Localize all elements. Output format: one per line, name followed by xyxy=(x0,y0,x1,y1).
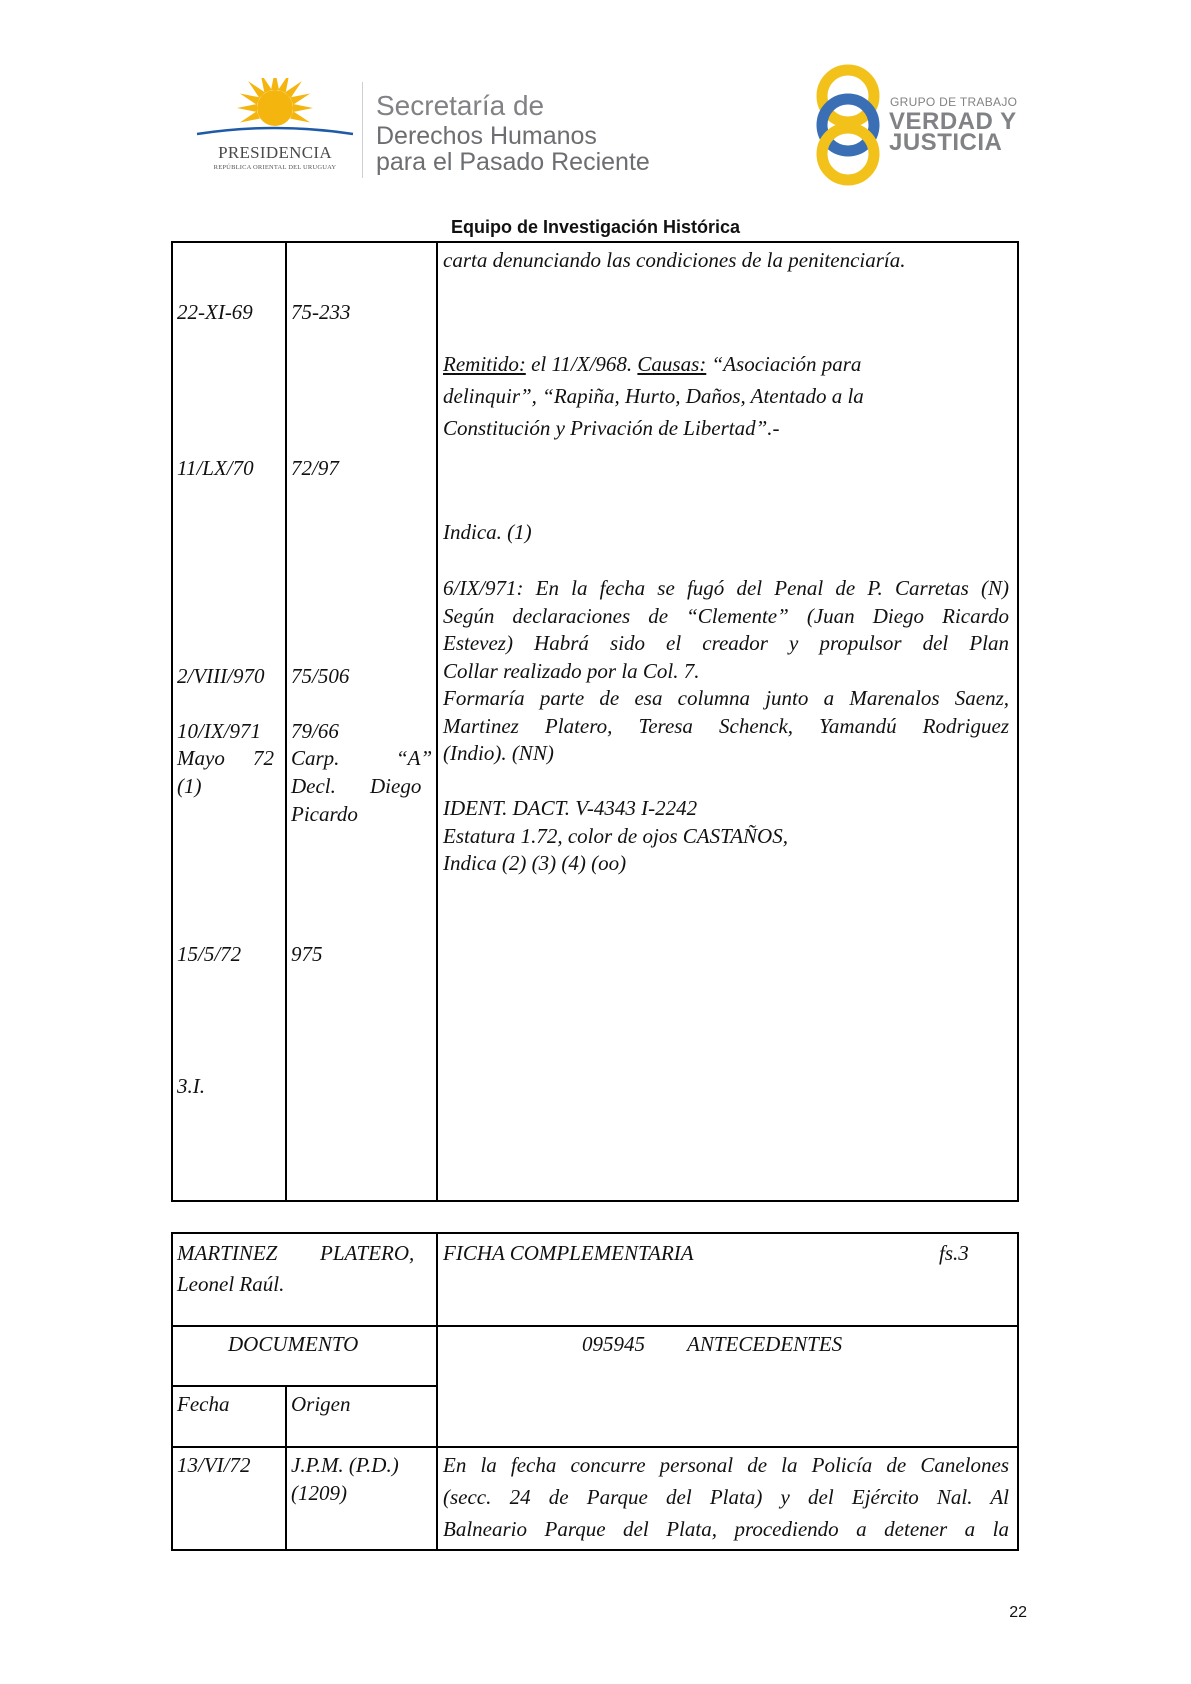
table2-top-border xyxy=(171,1232,1019,1234)
remitido-text: el 11/X/968. xyxy=(525,352,638,376)
description-line: Balneario Parque del Plata, procediendo a detener a la xyxy=(443,1517,1009,1541)
fecha-cell: 2/VIII/970 xyxy=(177,664,265,688)
description-line: Martinez Platero, Teresa Schenck, Yamandú Rodriguez xyxy=(443,714,1009,738)
document-number: 095945 xyxy=(582,1332,645,1356)
verdad-label: VERDAD Y xyxy=(889,108,1017,135)
table2-row-divider xyxy=(171,1325,1019,1327)
subject-given-name: Leonel Raúl. xyxy=(177,1272,285,1296)
secretaria-line-2: Derechos Humanos xyxy=(376,122,597,150)
table2-row-divider xyxy=(171,1385,437,1387)
description-line: (Indio). (NN) xyxy=(443,741,554,765)
presidencia-sun-logo xyxy=(195,78,355,188)
table2-col-divider xyxy=(436,1232,438,1550)
table2-right-border xyxy=(1017,1232,1019,1550)
header-divider xyxy=(362,82,363,178)
description-line: Constitución y Privación de Libertad”.- xyxy=(443,416,780,440)
table1-bottom-border xyxy=(171,1200,1019,1202)
origen-header: Origen xyxy=(291,1392,351,1416)
fecha-cell-part: 72 xyxy=(253,746,274,770)
folio-number: fs.3 xyxy=(939,1241,969,1265)
table1-top-border xyxy=(171,241,1019,243)
description-line: Según declaraciones de “Clemente” (Juan Diego Ricardo xyxy=(443,604,1009,628)
antecedentes-header: ANTECEDENTES xyxy=(687,1332,843,1356)
subject-surname: MARTINEZ xyxy=(177,1241,278,1265)
justicia-label: JUSTICIA xyxy=(889,129,1003,156)
description-line: Collar realizado por la Col. 7. xyxy=(443,659,700,683)
subject-surname-2: PLATERO, xyxy=(320,1241,415,1265)
table2-fecha-divider xyxy=(285,1385,287,1550)
team-heading: Equipo de Investigación Histórica xyxy=(450,217,741,237)
fecha-cell: 15/5/72 xyxy=(177,942,242,966)
description-line xyxy=(443,351,861,378)
origen-cell: 975 xyxy=(291,942,323,966)
description-line: carta denunciando las condiciones de la penitenciaría. xyxy=(443,248,906,272)
origen-cell: Picardo xyxy=(291,802,358,826)
description-line: IDENT. DACT. V-4343 I-2242 xyxy=(443,796,698,820)
origen-cell: 75-233 xyxy=(291,300,351,324)
fecha-cell: 10/IX/971 xyxy=(177,719,261,743)
origen-cell: 79/66 xyxy=(291,719,339,743)
origen-cell-part: Carp. xyxy=(291,746,340,770)
origen-cell: (1209) xyxy=(291,1481,347,1505)
origen-cell: J.P.M. (P.D.) xyxy=(291,1453,399,1477)
causas-text: “Asociación para xyxy=(706,352,862,376)
table2-row-divider xyxy=(171,1446,1019,1448)
origen-cell: 72/97 xyxy=(291,456,339,480)
description-line: Formaría parte de esa columna junto a Marenalos Saenz, xyxy=(443,686,1009,710)
presidencia-subtitle: REPÚBLICA ORIENTAL DEL URUGUAY xyxy=(213,164,337,171)
secretaria-line-1: Secretaría de xyxy=(376,90,545,121)
grupo-label: GRUPO DE TRABAJO xyxy=(890,95,1018,109)
description-line: Indica. (1) xyxy=(443,520,532,544)
table2-left-border xyxy=(171,1232,173,1550)
origen-cell-part: Diego xyxy=(370,774,422,798)
description-line: 6/IX/971: En la fecha se fugó del Penal de P. Carretas (N) xyxy=(443,576,1009,600)
origen-cell-part: “A” xyxy=(396,746,433,770)
secretaria-line-3: para el Pasado Reciente xyxy=(376,148,650,176)
fecha-cell: 13/VI/72 xyxy=(177,1453,251,1477)
table1-left-border xyxy=(171,241,173,1201)
table1-col-divider-1 xyxy=(285,241,287,1201)
fecha-cell: (1) xyxy=(177,774,202,798)
fecha-cell: 3.I. xyxy=(177,1074,205,1098)
presidencia-label: PRESIDENCIA xyxy=(218,143,332,162)
description-line: delinquir”, “Rapiña, Hurto, Daños, Atentado a la xyxy=(443,384,864,408)
documento-header: DOCUMENTO xyxy=(228,1332,359,1356)
ficha-title: FICHA COMPLEMENTARIA xyxy=(443,1241,694,1265)
origen-cell-part: Decl. xyxy=(291,774,336,798)
page-number: 22 xyxy=(1009,1604,1027,1621)
description-line: Indica (2) (3) (4) (oo) xyxy=(443,851,627,875)
description-line: Estatura 1.72, color de ojos CASTAÑOS, xyxy=(443,824,788,848)
remitido-label: Remitido: xyxy=(443,352,526,376)
description-line: Estevez) Habrá sido el creador y propulsor del Plan xyxy=(443,631,1009,655)
description-line: (secc. 24 de Parque del Plata) y del Ejército Nal. Al xyxy=(443,1485,1009,1509)
fecha-header: Fecha xyxy=(177,1392,230,1416)
table2-bottom-border xyxy=(171,1549,1019,1551)
table1-col-divider-2 xyxy=(436,241,438,1201)
causas-label: Causas: xyxy=(637,352,707,376)
description-line: En la fecha concurre personal de la Policía de Canelones xyxy=(443,1453,1009,1477)
fecha-cell-part: Mayo xyxy=(177,746,225,770)
table1-right-border xyxy=(1017,241,1019,1201)
fecha-cell: 11/LX/70 xyxy=(177,456,254,480)
origen-cell: 75/506 xyxy=(291,664,350,688)
fecha-cell: 22-XI-69 xyxy=(177,300,253,324)
